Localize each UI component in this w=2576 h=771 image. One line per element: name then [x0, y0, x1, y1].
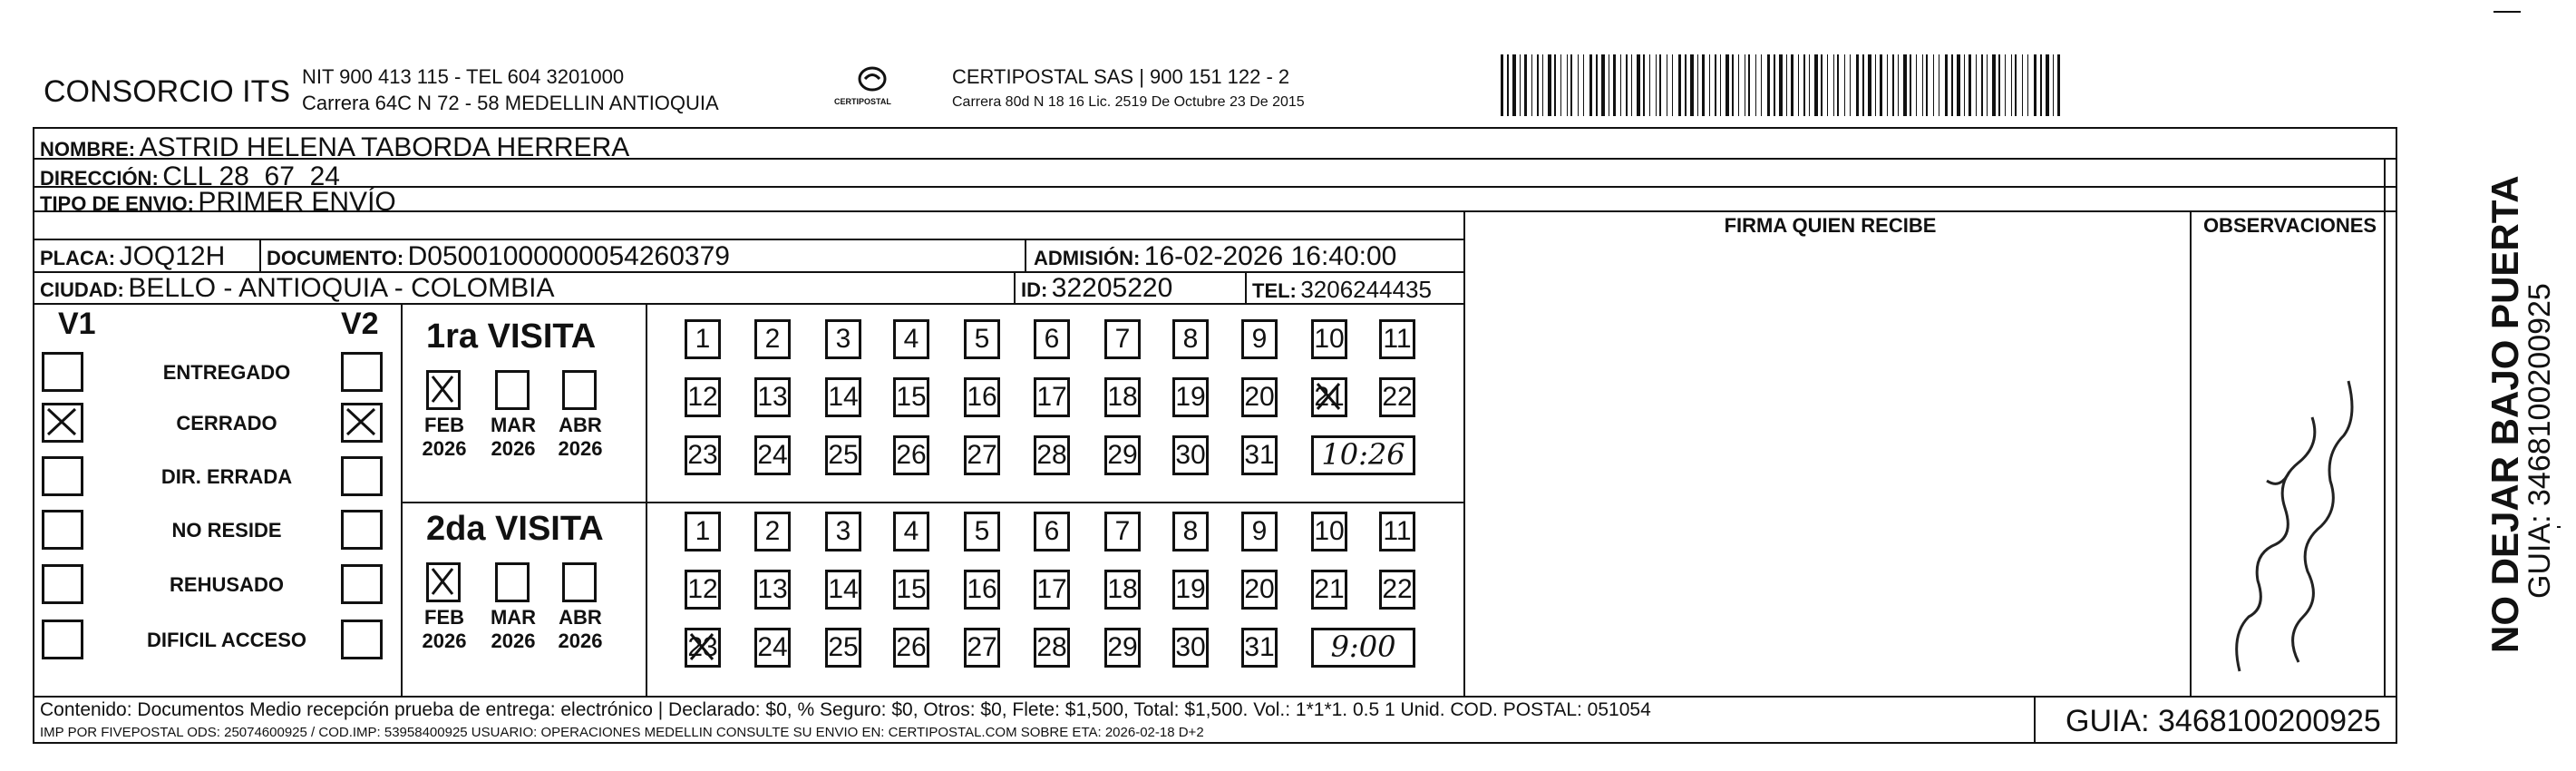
visit2-day-box[interactable]: 13 [754, 570, 791, 610]
visit1-day-box[interactable]: 12 [685, 377, 721, 417]
visit2-day-box[interactable]: 19 [1172, 570, 1209, 610]
admission-row [1034, 243, 1396, 270]
visit2-day-box[interactable]: 10 [1311, 512, 1347, 551]
visit2-day-box[interactable]: 14 [825, 570, 861, 610]
visit1-day-box[interactable]: 28 [1034, 435, 1070, 475]
carrier-address: Carrera 80d N 18 16 Lic. 2519 De Octubre 23 De 2015 [952, 94, 1305, 110]
visit2-day-box[interactable]: 28 [1034, 628, 1070, 668]
visit1-day-box[interactable]: 4 [893, 319, 929, 359]
city-value: BELLO - ANTIOQUIA - COLOMBIA [128, 273, 555, 303]
visit2-day-box[interactable]: 25 [825, 628, 861, 668]
carrier-line: CERTIPOSTAL SAS | 900 151 122 - 2 [952, 65, 1290, 88]
visit2-month-label: MAR [490, 606, 537, 629]
visit1-month-checkbox[interactable] [495, 370, 530, 410]
visit1-time: 10:26 [1311, 435, 1415, 475]
handwritten-observation [2212, 345, 2367, 680]
visit2-year-label: 2026 [491, 629, 536, 652]
visit2-day-box[interactable]: 9 [1241, 512, 1278, 551]
visit2-day-box[interactable]: 3 [825, 512, 861, 551]
status-label: ENTREGADO [162, 361, 291, 384]
visit2-day-box[interactable]: 24 [754, 628, 791, 668]
plate-label: PLACA: [40, 247, 116, 269]
visit1-day-box[interactable]: 15 [893, 377, 929, 417]
footer-print-info: IMP POR FIVEPOSTAL ODS: 25074600925 / COD.IMP: 53958400925 USUARIO: OPERACIONES MEDELLIN CONSULTE SU ENVIO EN: CERTIPOSTAL.COM SOBRE ETA: 2026-02-18 D+2 [40, 725, 1204, 740]
v1-checkbox[interactable] [42, 403, 83, 443]
v1-checkbox[interactable] [42, 564, 83, 604]
shipment-type: PRIMER ENVÍO [198, 187, 396, 217]
visit1-day-box[interactable]: 20 [1241, 377, 1278, 417]
visit2-day-box[interactable]: 7 [1104, 512, 1141, 551]
v2-checkbox[interactable] [341, 510, 383, 550]
type-label: TIPO DE ENVIO: [40, 192, 194, 215]
visit1-day-box[interactable]: 27 [964, 435, 1000, 475]
visit1-year-label: 2026 [558, 437, 603, 460]
v1-header: V1 [58, 307, 96, 341]
barcode [1501, 54, 2067, 116]
logo-text: CERTIPOSTAL [834, 97, 891, 106]
footer-contents: Contenido: Documentos Medio recepción prueba de entrega: electrónico | Declarado: $0, % Seguro: $0, Otros: $0, Flete: $1,500, Total: $1,500. Vol.: 1*1*1. 0.5 1 Unid. COD. POSTAL: 051054 [40, 699, 1651, 720]
tel-value: 3206244435 [1300, 276, 1432, 303]
side-warning: NO DEJAR BAJO PUERTA [2484, 175, 2526, 653]
visit1-day-box[interactable]: 22 [1379, 377, 1415, 417]
address-label: DIRECCIÓN: [40, 167, 159, 190]
visit1-day-box[interactable]: 5 [964, 319, 1000, 359]
visit1-day-box[interactable]: 17 [1034, 377, 1070, 417]
visit2-month-checkbox[interactable] [562, 562, 597, 602]
id-value: 32205220 [1051, 273, 1173, 303]
visit2-year-label: 2026 [422, 629, 467, 652]
brand-name: CONSORCIO ITS [44, 74, 291, 109]
visit1-month-label: FEB [424, 414, 464, 436]
plate-value: JOQ12H [119, 241, 226, 271]
visit2-day-box[interactable]: 5 [964, 512, 1000, 551]
visit1-day-box[interactable]: 2 [754, 319, 791, 359]
visit1-day-box[interactable]: 7 [1104, 319, 1141, 359]
footer-guide: GUIA: 3468100200925 [2066, 704, 2381, 738]
visit1-day-box[interactable]: 14 [825, 377, 861, 417]
v2-checkbox[interactable] [341, 352, 383, 392]
visit1-year-label: 2026 [422, 437, 467, 460]
status-label: DIFICIL ACCESO [146, 629, 306, 651]
visit2-month-label: ABR [559, 606, 602, 629]
visit1-day-box[interactable]: 11 [1379, 319, 1415, 359]
nit-line: NIT 900 413 115 - TEL 604 3201000 [302, 65, 625, 88]
visit1-day-box[interactable]: 31 [1241, 435, 1278, 475]
signature-header: FIRMA QUIEN RECIBE [1724, 214, 1937, 237]
visit2-day-box[interactable]: 17 [1034, 570, 1070, 610]
visit1-month-checkbox[interactable] [426, 370, 461, 410]
visit2-month-checkbox[interactable] [426, 562, 461, 602]
status-label: DIR. ERRADA [160, 465, 293, 488]
visit2-day-box[interactable]: 15 [893, 570, 929, 610]
status-label: CERRADO [176, 412, 277, 434]
status-label: NO RESIDE [171, 519, 282, 542]
visit2-year-label: 2026 [558, 629, 603, 652]
visit1-month-label: MAR [490, 414, 537, 436]
visit2-day-box[interactable]: 27 [964, 628, 1000, 668]
visit1-day-box[interactable]: 21 [1311, 377, 1347, 417]
admission-label: ADMISIÓN: [1034, 247, 1141, 269]
visit2-day-box[interactable]: 21 [1311, 570, 1347, 610]
visit2-day-box[interactable]: 1 [685, 512, 721, 551]
visit1-day-box[interactable]: 18 [1104, 377, 1141, 417]
visit2-day-box[interactable]: 23 [685, 628, 721, 668]
visit2-day-box[interactable]: 12 [685, 570, 721, 610]
visit2-day-box[interactable]: 18 [1104, 570, 1141, 610]
type-row [40, 189, 396, 216]
certipostal-logo-icon [856, 65, 889, 93]
id-row [1021, 275, 1172, 302]
id-label: ID: [1021, 278, 1048, 301]
document-value: D05001000000054260379 [407, 241, 730, 271]
name-label: NOMBRE: [40, 138, 136, 161]
visit1-day-box[interactable]: 23 [685, 435, 721, 475]
document-label: DOCUMENTO: [267, 247, 404, 269]
recipient-name: ASTRID HELENA TABORDA HERRERA [139, 132, 630, 162]
address-line: Carrera 64C N 72 - 58 MEDELLIN ANTIOQUIA [302, 92, 719, 114]
visit1-day-box[interactable]: 24 [754, 435, 791, 475]
visit2-month-checkbox[interactable] [495, 562, 530, 602]
status-label: REHUSADO [170, 573, 284, 596]
visit2-time: 9:00 [1311, 628, 1415, 668]
visit2-day-box[interactable]: 2 [754, 512, 791, 551]
visit2-month-label: FEB [424, 606, 464, 629]
admission-value: 16-02-2026 16:40:00 [1143, 241, 1397, 271]
name-row [40, 134, 629, 161]
visit2-day-box[interactable]: 22 [1379, 570, 1415, 610]
signature-area [1465, 239, 2188, 694]
v1-checkbox[interactable] [42, 620, 83, 659]
visit1-day-box[interactable]: 26 [893, 435, 929, 475]
v2-checkbox[interactable] [341, 456, 383, 496]
visit1-year-label: 2026 [491, 437, 536, 460]
visit1-day-box[interactable]: 13 [754, 377, 791, 417]
visit2-day-box[interactable]: 16 [964, 570, 1000, 610]
recipient-address: CLL 28 67 24 [162, 161, 340, 191]
tel-row [1252, 278, 1432, 301]
visit2-day-box[interactable]: 4 [893, 512, 929, 551]
visit2-day-box[interactable]: 11 [1379, 512, 1415, 551]
visit2-day-box[interactable]: 20 [1241, 570, 1278, 610]
visit1-day-box[interactable]: 3 [825, 319, 861, 359]
visit2-day-box[interactable]: 6 [1034, 512, 1070, 551]
visit1-day-box[interactable]: 8 [1172, 319, 1209, 359]
v2-checkbox[interactable] [341, 564, 383, 604]
v1-checkbox[interactable] [42, 352, 83, 392]
visit1-month-label: ABR [559, 414, 602, 436]
visit1-day-box[interactable]: 6 [1034, 319, 1070, 359]
visit1-day-box[interactable]: 30 [1172, 435, 1209, 475]
visit2-title: 2da VISITA [426, 510, 604, 548]
visit1-day-box[interactable]: 19 [1172, 377, 1209, 417]
tel-label: TEL: [1252, 279, 1297, 302]
v1-checkbox[interactable] [42, 510, 83, 550]
city-label: CIUDAD: [40, 278, 124, 301]
corner-mark [2493, 11, 2521, 13]
observations-header: OBSERVACIONES [2202, 214, 2377, 237]
v2-checkbox[interactable] [341, 620, 383, 659]
visit1-day-box[interactable]: 25 [825, 435, 861, 475]
v1-checkbox[interactable] [42, 456, 83, 496]
visit2-day-box[interactable]: 29 [1104, 628, 1141, 668]
city-row [40, 275, 554, 302]
visit1-day-box[interactable]: 29 [1104, 435, 1141, 475]
v2-checkbox[interactable] [341, 403, 383, 443]
v2-header: V2 [341, 307, 379, 341]
visit1-day-box[interactable]: 9 [1241, 319, 1278, 359]
side-guide: GUIA: 3468100200925 [2523, 283, 2557, 599]
document-row [267, 243, 730, 270]
plate-row [40, 243, 225, 270]
visit2-day-box[interactable]: 26 [893, 628, 929, 668]
visit1-day-box[interactable]: 16 [964, 377, 1000, 417]
visit2-day-box[interactable]: 30 [1172, 628, 1209, 668]
visit1-day-box[interactable]: 1 [685, 319, 721, 359]
visit1-day-box[interactable]: 10 [1311, 319, 1347, 359]
visit2-day-box[interactable]: 31 [1241, 628, 1278, 668]
visit2-day-box[interactable]: 8 [1172, 512, 1209, 551]
visit1-month-checkbox[interactable] [562, 370, 597, 410]
visit1-title: 1ra VISITA [426, 317, 597, 356]
